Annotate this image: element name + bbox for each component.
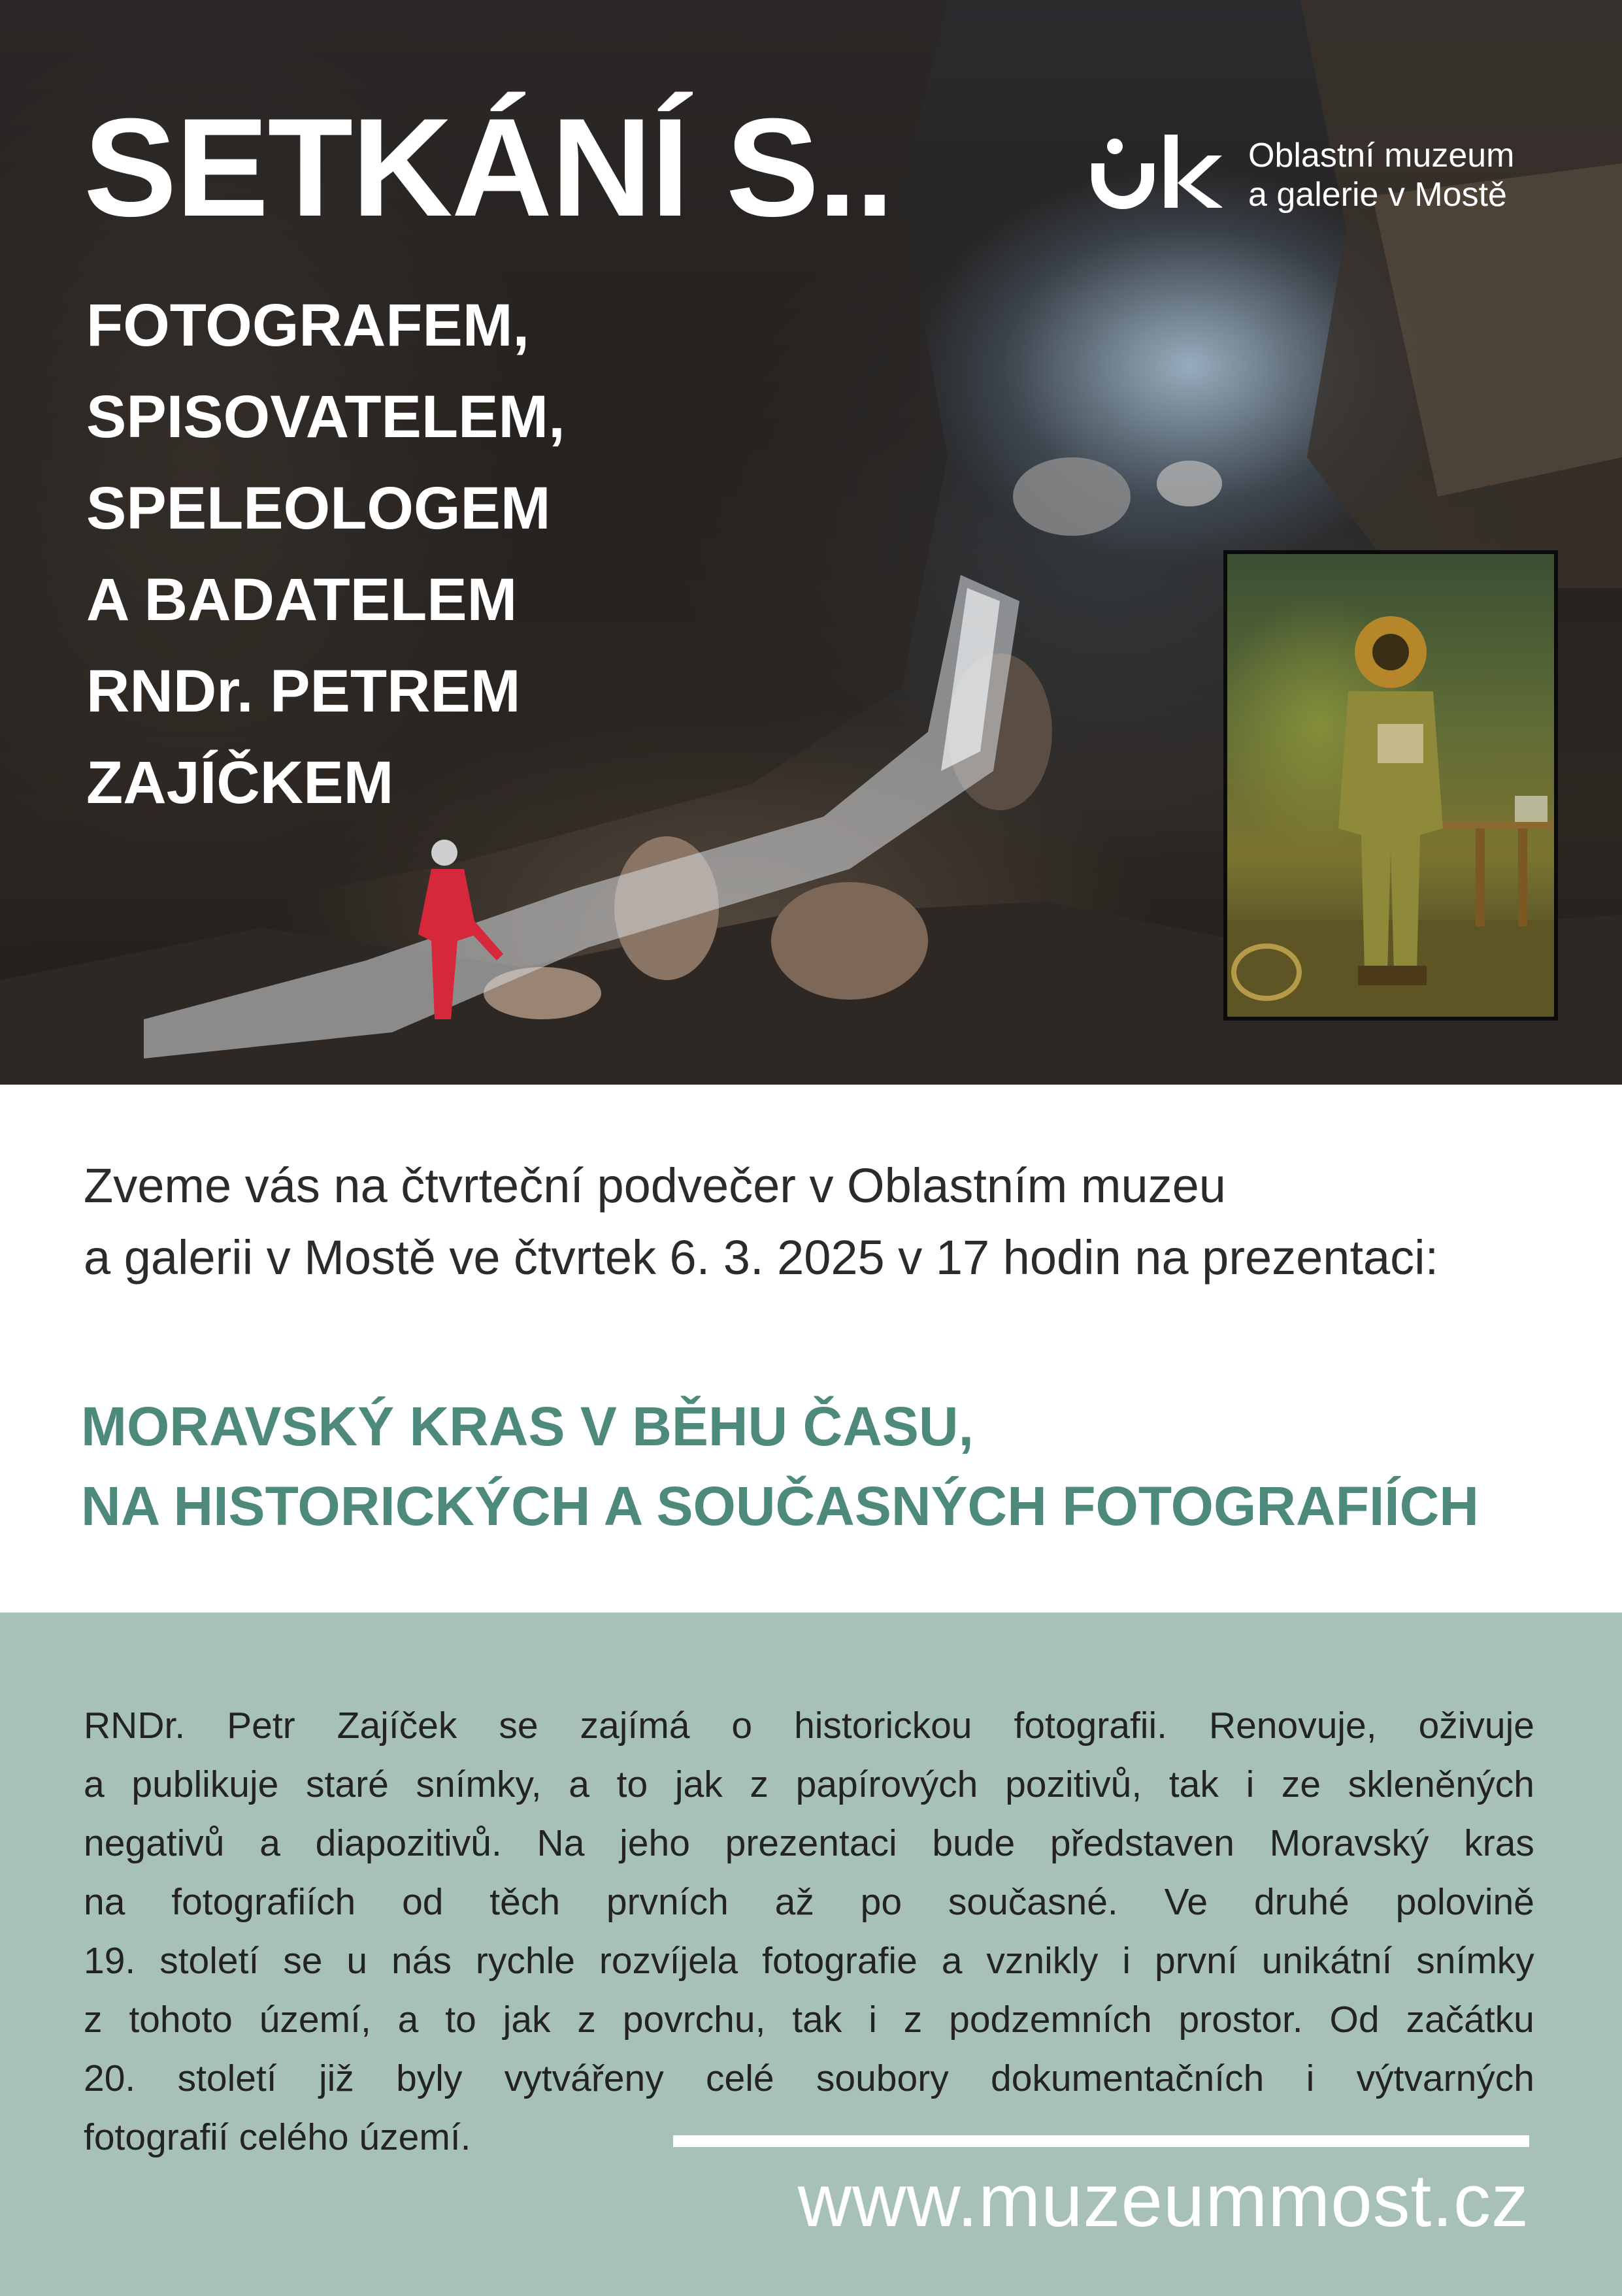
description-word: publikuje	[131, 1763, 279, 1805]
description-word: to	[616, 1763, 648, 1805]
description-word: rozvíjela	[599, 1940, 738, 1982]
description-word: století	[159, 1940, 259, 1982]
description-word: a	[569, 1763, 589, 1805]
description-word: kras	[1464, 1822, 1534, 1864]
website-link[interactable]: www.muzeummost.cz	[797, 2159, 1529, 2242]
description-word: povrchu,	[622, 1999, 766, 2041]
description-word: vytvářeny	[504, 2058, 664, 2099]
description-word: výtvarných	[1356, 2058, 1534, 2099]
description-word: současné.	[948, 1881, 1118, 1923]
ok-logo-icon	[1085, 132, 1222, 210]
invitation-line-1: Zveme vás na čtvrteční podvečer v Oblastním muzeu	[84, 1158, 1226, 1213]
description-line: fotografií celého území.	[84, 2116, 471, 2158]
description-word: Ve	[1164, 1881, 1208, 1923]
hero-subtitle-line: RNDr. PETREM	[86, 658, 521, 725]
description-word: první	[1155, 1940, 1238, 1982]
description-word: pozitivů,	[1005, 1763, 1142, 1805]
description-word: století	[177, 2058, 277, 2099]
description-word: negativů	[84, 1822, 225, 1864]
description-word: papírových	[795, 1763, 978, 1805]
hero-subtitle-line: A BADATELEM	[86, 566, 518, 633]
description-word: se	[283, 1940, 323, 1982]
hero-subtitle-line: ZAJÍČKEM	[86, 749, 394, 816]
museum-logo[interactable]	[1085, 131, 1581, 216]
event-title-line-1: MORAVSKÝ KRAS V BĚHU ČASU,	[81, 1396, 974, 1457]
description-word: ze	[1281, 1763, 1321, 1805]
hero-photo	[0, 0, 1622, 1085]
description-word: a	[941, 1940, 963, 1982]
hero-subtitle-line: SPISOVATELEM,	[86, 384, 565, 450]
description-word: a	[84, 1763, 105, 1805]
description-word: jak	[674, 1763, 723, 1805]
description-word: Od	[1329, 1999, 1380, 2041]
description-word: až	[774, 1881, 814, 1923]
description-word: soubory	[816, 2058, 949, 2099]
description-word: Petr	[227, 1705, 295, 1747]
description-word: u	[346, 1940, 368, 1982]
description-word: to	[445, 1999, 476, 2041]
description-word: z	[577, 1999, 596, 2041]
description-word: snímky	[1416, 1940, 1534, 1982]
divider	[673, 2135, 1529, 2147]
description-word: prostor.	[1178, 1999, 1303, 2041]
description-word: celé	[706, 2058, 774, 2099]
description-word: tak	[1168, 1763, 1219, 1805]
description-line	[84, 1696, 1534, 1755]
description-word: Moravský	[1269, 1822, 1429, 1864]
description-word: jak	[503, 1999, 551, 2041]
description-word: snímky,	[416, 1763, 542, 1805]
invitation-text	[84, 1150, 1554, 1294]
hero-title: SETKÁNÍ S..	[84, 90, 893, 246]
description-word: Na	[537, 1822, 585, 1864]
info-panel	[0, 1613, 1622, 2296]
description-word: staré	[306, 1763, 389, 1805]
description-word: prvních	[606, 1881, 729, 1923]
hero-subtitle-line: SPELEOLOGEM	[86, 475, 551, 542]
description-word: 20.	[84, 2058, 136, 2099]
description-word: prezentaci	[725, 1822, 897, 1864]
description-word: z	[84, 1999, 103, 2041]
event-title	[81, 1386, 1584, 1546]
description-line	[84, 1873, 1534, 1931]
description-word: podzemních	[949, 1999, 1152, 2041]
description-word: po	[860, 1881, 902, 1923]
description-word: na	[84, 1881, 125, 1923]
description-word: fotografiích	[171, 1881, 356, 1923]
description-word: tak	[792, 1999, 842, 2041]
description-word: i	[1122, 1940, 1131, 1982]
event-title-line-2: NA HISTORICKÝCH A SOUČASNÝCH FOTOGRAFIÍCH	[81, 1475, 1479, 1537]
description-word: území,	[259, 1999, 371, 2041]
description-word: tohoto	[129, 1999, 233, 2041]
description-word: nás	[391, 1940, 452, 1982]
description-word: začátku	[1406, 1999, 1534, 2041]
diver-illustration	[1227, 554, 1554, 1017]
description-word: a	[397, 1999, 419, 2041]
description-word: oživuje	[1418, 1705, 1534, 1747]
description-word: již	[318, 2058, 354, 2099]
description-line	[84, 1931, 1534, 1990]
description-line	[84, 1990, 1534, 2049]
description-word: i	[869, 1999, 877, 2041]
description-word: diapozitivů.	[315, 1822, 502, 1864]
description-word: a	[259, 1822, 280, 1864]
description-word: jeho	[620, 1822, 690, 1864]
description-word: i	[1306, 2058, 1315, 2099]
description-line	[84, 2049, 1534, 2108]
description-word: i	[1246, 1763, 1255, 1805]
description-word: o	[731, 1705, 753, 1747]
description-word: bude	[932, 1822, 1016, 1864]
description-word: od	[402, 1881, 444, 1923]
hero-subtitle-line: FOTOGRAFEM,	[86, 292, 530, 359]
description-word: fotografie	[762, 1940, 918, 1982]
description-word: dokumentačních	[991, 2058, 1265, 2099]
description-word: těch	[489, 1881, 561, 1923]
description-word: se	[499, 1705, 538, 1747]
description-word: 19.	[84, 1940, 136, 1982]
description-word: vznikly	[986, 1940, 1099, 1982]
description-word: skleněných	[1348, 1763, 1534, 1805]
logo-line-2: a galerie v Mostě	[1248, 176, 1507, 214]
description-word: Zajíček	[337, 1705, 457, 1747]
hero-subtitle	[86, 280, 674, 828]
description-word: z	[750, 1763, 769, 1805]
description-word: Renovuje,	[1208, 1705, 1377, 1747]
description-word: polovině	[1395, 1881, 1534, 1923]
description-word: rychle	[475, 1940, 575, 1982]
description-line	[84, 1755, 1534, 1814]
invitation-line-2: a galerii v Mostě ve čtvrtek 6. 3. 2025 v 17 hodin na prezentaci:	[84, 1230, 1439, 1285]
description-word: zajímá	[580, 1705, 690, 1747]
diver-photo	[1223, 550, 1558, 1021]
logo-text	[1248, 136, 1515, 214]
description-word: druhé	[1253, 1881, 1349, 1923]
description-word: unikátní	[1261, 1940, 1393, 1982]
description-line	[84, 1814, 1534, 1873]
description-text	[84, 1696, 1534, 2167]
description-word: RNDr.	[84, 1705, 186, 1747]
description-word: byly	[396, 2058, 463, 2099]
description-word: fotografii.	[1014, 1705, 1167, 1747]
logo-line-1: Oblastní muzeum	[1248, 137, 1515, 174]
description-word: historickou	[794, 1705, 972, 1747]
description-word: představen	[1050, 1822, 1234, 1864]
description-word: z	[903, 1999, 923, 2041]
